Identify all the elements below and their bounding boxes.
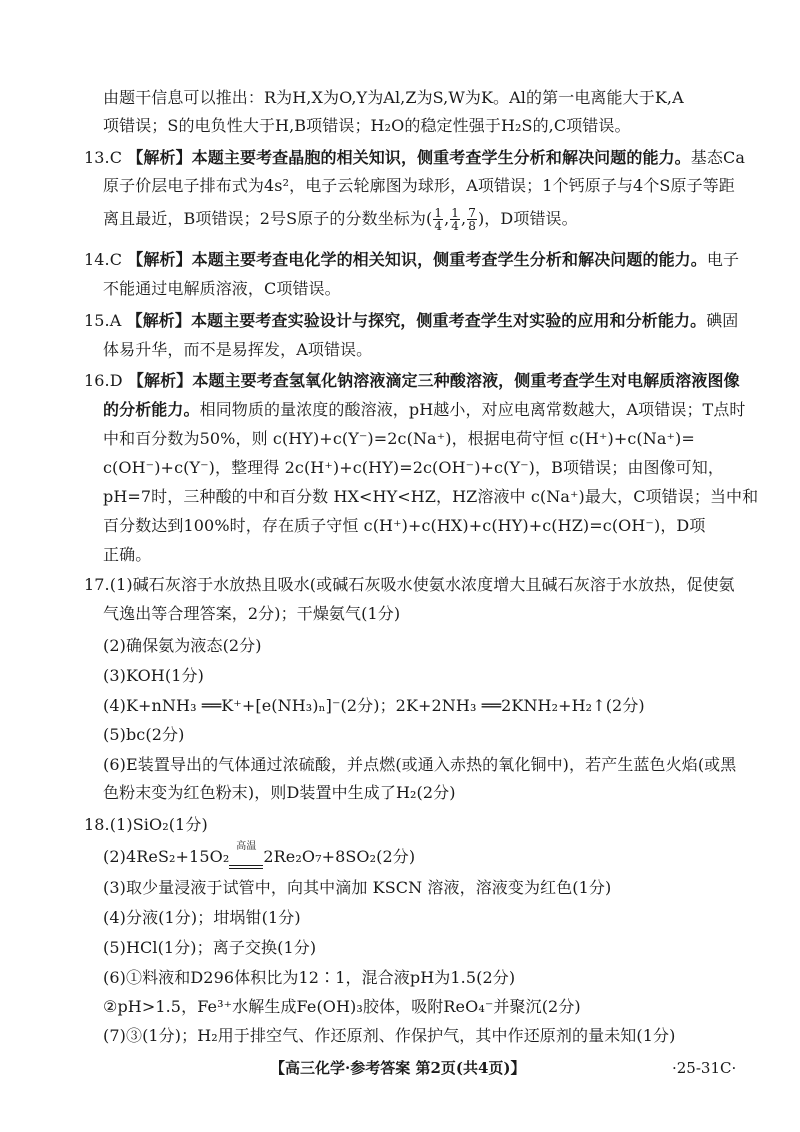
- text-line: (6)①料液和D296体积比为12∶1，混合液pH为1.5(2分): [103, 968, 516, 987]
- text-line: 18.(1)SiO₂(1分): [84, 815, 208, 834]
- text-line: (3)KOH(1分): [103, 666, 204, 685]
- q13-tail: 基态Ca: [690, 148, 745, 167]
- q16-analysis: 【解析】本题主要考查氢氧化钠溶液滴定三种酸溶液，侧重考查学生对电解质溶液图像: [127, 371, 740, 390]
- text-line: 项错误；S的电负性大于H,B项错误；H₂O的稳定性强于H₂S的,C项错误。: [103, 116, 631, 135]
- fraction: $\frac{1}{4}$: [434, 206, 443, 233]
- text-segment: (2)4ReS₂+15O₂: [103, 847, 230, 866]
- q18-equation-line: [103, 841, 783, 869]
- q16-line: [84, 369, 764, 393]
- q14-analysis: 【解析】本题主要考查电化学的相关知识，侧重考查学生分析和解决问题的能力。: [127, 250, 707, 269]
- q14-tail: 电子: [706, 250, 740, 269]
- text-line: 正确。: [103, 545, 152, 564]
- q13-coordinate-line: 离且最近，B项错误；2号S原子的分数坐标为( $\frac{1}{4}$ , $\frac{1}{4}$ , $\frac{7}{8}$ )，D项错误。: [103, 206, 578, 233]
- text-line: (5)HCl(1分)；离子交换(1分): [103, 938, 317, 957]
- text-segment: 相同物质的量浓度的酸溶液，pH越小，对应电离常数越大，A项错误；T点时: [199, 400, 746, 419]
- q13-number: 13.C: [84, 148, 123, 167]
- text-line: (4)分液(1分)；坩埚钳(1分): [103, 908, 301, 927]
- q16-number: 16.D: [84, 371, 123, 390]
- text-segment: 2Re₂O₇+8SO₂(2分): [263, 847, 416, 866]
- text-segment: 离且最近，B项错误；2号S原子的分数坐标为(: [103, 209, 433, 228]
- text-line: 色粉末变为红色粉末)，则D装置中生成了H₂(2分): [103, 783, 456, 802]
- fraction: $\frac{1}{4}$: [451, 206, 460, 233]
- text-line: (3)取少量浸液于试管中，向其中滴加 KSCN 溶液，溶液变为红色(1分): [103, 878, 612, 897]
- text-line: (4)K+nNH₃ ══K⁺+[e(NH₃)ₙ]⁻(2分)；2K+2NH₃ ══2KNH₂+H₂↑(2分): [103, 696, 645, 715]
- page-footer: [0, 1056, 800, 1080]
- reaction-arrow: [229, 841, 263, 869]
- q14-number: 14.C: [84, 250, 123, 269]
- text-line: 由题干信息可以推出：R为H,X为O,Y为Al,Z为S,W为K。Al的第一电离能大于K,A: [103, 88, 684, 107]
- reaction-condition: 高温: [236, 841, 257, 852]
- text-line: pH=7时，三种酸的中和百分数 HX<HY<HZ，HZ溶液中 c(Na⁺)最大，C项错误；当中和: [103, 487, 759, 506]
- q15-tail: 碘固: [706, 311, 739, 330]
- text-line: (6)E装置导出的气体通过浓硫酸，并点燃(或通入赤热的氧化铜中)，若产生蓝色火焰(或黑: [103, 755, 737, 774]
- text-line: (2)确保氨为液态(2分): [103, 636, 262, 655]
- text-line: c(OH⁻)+c(Y⁻)，整理得 2c(H⁺)+c(HY)=2c(OH⁻)+c(Y⁻)，B项错误；由图像可知，: [103, 458, 724, 477]
- q16-line-2: [103, 398, 783, 422]
- fraction: $\frac{7}{8}$: [468, 206, 476, 233]
- q15-analysis: 【解析】本题主要考查实验设计与探究，侧重考查学生对实验的应用和分析能力。: [126, 311, 707, 330]
- q14-line: [84, 248, 764, 272]
- text-line: 体易升华，而不是易挥发，A项错误。: [103, 340, 373, 359]
- q13-analysis: 【解析】本题主要考查晶胞的相关知识，侧重考查学生分析和解决问题的能力。: [127, 148, 691, 167]
- text-line: 中和百分数为50%，则 c(HY)+c(Y⁻)=2c(Na⁺)，根据电荷守恒 c(H⁺)+c(Na⁺)=: [103, 429, 695, 448]
- text-line: 17.(1)碱石灰溶于水放热且吸水(或碱石灰吸水使氨水浓度增大且碱石灰溶于水放热，促使氨: [84, 575, 735, 594]
- text-line: (5)bc(2分): [103, 725, 185, 744]
- text-line: 气逸出等合理答案，2分)；干燥氨气(1分): [103, 604, 401, 623]
- text-line: (7)③(1分)；H₂用于排空气、作还原剂、作保护气，其中作还原剂的量未知(1分): [103, 1026, 676, 1045]
- text-line: 百分数达到100%时，存在质子守恒 c(H⁺)+c(HX)+c(HY)+c(HZ)=c(OH⁻)，D项: [103, 516, 706, 535]
- text-segment: )，D项错误。: [477, 209, 578, 228]
- text-segment: 的分析能力。: [103, 400, 200, 419]
- q13-line: [84, 146, 764, 170]
- text-line: 原子价层电子排布式为4s²，电子云轮廓图为球形，A项错误；1个钙原子与4个S原子等距: [103, 176, 735, 195]
- q15-number: 15.A: [84, 311, 122, 330]
- footer-code: ·25-31C·: [672, 1059, 737, 1077]
- text-line: ②pH>1.5，Fe³⁺水解生成Fe(OH)₃胶体，吸附ReO₄⁻并聚沉(2分): [103, 997, 581, 1016]
- q15-line: [84, 309, 764, 333]
- footer-title: 【高三化学·参考答案 第2页(共4页)】: [270, 1059, 526, 1077]
- text-line: 不能通过电解质溶液，C项错误。: [103, 279, 341, 298]
